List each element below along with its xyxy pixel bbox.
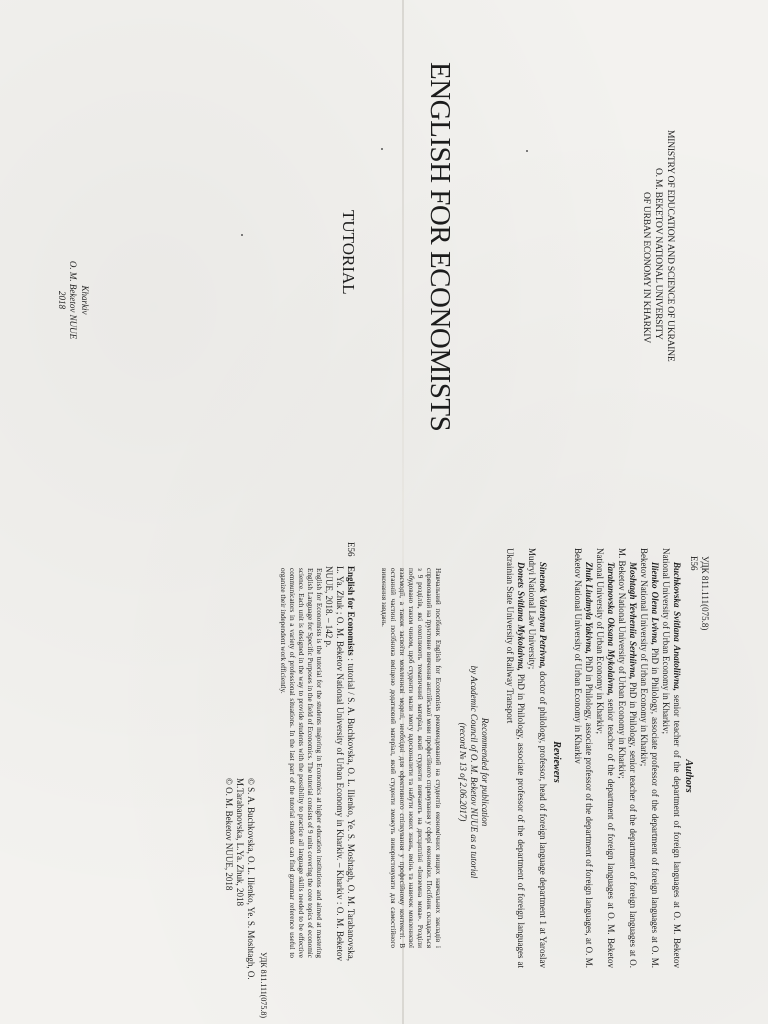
author-entry-name: Ilienko Olena Lvivna, (650, 562, 660, 645)
biblio-title: English for Economists (346, 566, 356, 656)
authors-heading: Authors (683, 759, 694, 793)
author-entry-desc: senior teacher of the department of foreign languages at O. M. Beketov National University of Urban Economy in Kharkiv; (661, 548, 682, 968)
imprint (56, 230, 91, 370)
author-entry (594, 548, 616, 968)
credits-page (0, 512, 768, 1024)
udk-text: УДК 811.111(075.8) (700, 556, 710, 631)
book-subtitle: TUTORIAL (339, 210, 358, 295)
reviewer-entry-desc: doctor of philology, professor, head of foreign language department 1 at Yaroslav Mudryi National Law University; (527, 548, 548, 969)
recommendation-line: by Academic Council of O. M. Beketov NUUE as a tutorial (469, 665, 479, 879)
bibliographic-record (323, 566, 356, 961)
author-entry-desc: PhD in Philology, senior teacher of the department of foreign languages at O. M. Beketov National University of Urban Economy in Kharkiv; (617, 548, 638, 969)
biblio-details: : tutorial / S. A. Buchkovska, O. L. Ilienko, Ye. S. Moshtagh, O. M. Tarabanovska, L. Ya. Zhuk ; O. M. Beketov National University of Urban Economy in Kharkiv. – Kharkiv : O. M. Beketov NUUE, 2018. – 142 p. (324, 566, 356, 961)
scan-speck (526, 150, 528, 152)
book-title: ENGLISH FOR ECONOMISTS (424, 62, 456, 432)
copyright-block (223, 778, 256, 988)
catalog-code: E56 (689, 556, 699, 571)
author-entry-name: Moshtagh Yevheniia Serhiivna, (628, 562, 638, 680)
ministry-line: OF URBAN ECONOMY IN KHARKIV (641, 192, 651, 344)
author-entry-desc: senior teacher of the department of foreign languages at O. M. Beketov National University of Urban Economy in Kharkiv; (595, 548, 616, 968)
author-entry (572, 548, 594, 968)
author-entry-name: Buchkovska Svitlana Anatoliivna, (672, 562, 682, 691)
annotation-english: English for Economists is the tutorial for the students majoring in Economics at higher education institutions and aimed at mastering English Language for Specific Purposes in the field of Economics. The tutorial consists of 9 units covering the core topics of economic science. Each unit is designed in the way to provide students with the possibility to practice all language skills needed to be effective communicators in a variety of professional situations. In the last part of the tutorial students can find grammar reference useful to organize their independent work efficiently. (279, 568, 323, 958)
imprint-year: 2018 (57, 291, 67, 309)
recommendation-line: Recommended for publication (480, 717, 490, 827)
scan-speck (381, 148, 383, 150)
author-entry-desc: PhD in Philology, associate professor of the department of foreign languages at O. M. Beketov National University of Urban Economy in Kharkiv; (639, 548, 660, 968)
ministry-header (640, 130, 676, 460)
reviewers-list (504, 548, 548, 968)
author-entry-name: Zhuk Liudmyla Yakivna, (584, 562, 594, 654)
authors-list (572, 548, 682, 968)
reviewer-entry-name: Sinenok Valentyna Petrivna, (538, 562, 548, 669)
author-entry (616, 548, 638, 968)
copyright-line: © S. A. Buchkovska, O. L. Ilienko, Ye. S. Moshtagh, O. M.Tarabanovska, L.Ya. Zhuk, 2018 (235, 778, 256, 980)
reviewer-entry-name: Donets Svitlana Mykolaivna, (516, 562, 526, 671)
reviewer-entry (504, 548, 526, 968)
reviewer-entry (526, 548, 548, 968)
scan-speck (241, 234, 243, 236)
author-entry-name: Tarabanovska Oksana Mykolaivna, (606, 562, 616, 696)
copyright-line: © O. M. Beketov NUUE, 2018 (224, 778, 234, 891)
reviewer-entry-desc: PhD in Philology, associate professor of the department of foreign languages at Ukrainian State University of Railway Transport (505, 548, 526, 968)
recommendation (457, 602, 490, 942)
catalog-code-margin: E56 (346, 542, 356, 557)
ministry-line: MINISTRY OF EDUCATION AND SCIENCE OF UKRAINE (665, 130, 675, 362)
ministry-line: O. M. BEKETOV NATIONAL UNIVERSITY (653, 168, 663, 340)
author-entry (660, 548, 682, 968)
author-entry-desc: PhD in Philology, associate professor of the department of foreign languages, at O. M. Beketov National University of Urban Economy in Kharkiv (573, 548, 594, 968)
imprint-publisher: O. M. Beketov NUUE (68, 260, 79, 340)
reviewers-heading: Reviewers (551, 741, 562, 783)
imprint-city: Kharkiv (80, 285, 90, 315)
recommendation-line: (record № 13 of 2.06.2017) (458, 722, 468, 822)
author-entry (638, 548, 660, 968)
annotation-ukrainian: Навчальний посібник English for Economists рекомендований на студентів економічних вищих навчальних закладів і спрямований на ґрунтовне вивчення англійської мови професійного спрямування у сфері економіки. Посібник складається з 9 розділів, які охоплюють тематичний матеріал, який студенти вивчають на дисципліні «Іноземна мова». Розділи побудовано таким чином, щоб студенти мали змогу вдосконалити та набути нових знань, вмінь та навичок мовленнєвої взаємодії, а також засвоїти мовленнєві моделі, необхідні для ефективного спілкування у професійному контексті. В останній частині посібника вміщено додатковий матеріал, який студенти зможуть використовувати для самостійного виконання завдань. (380, 568, 442, 948)
udk-bottom: УДК 811.111(075.8) (259, 952, 268, 1019)
